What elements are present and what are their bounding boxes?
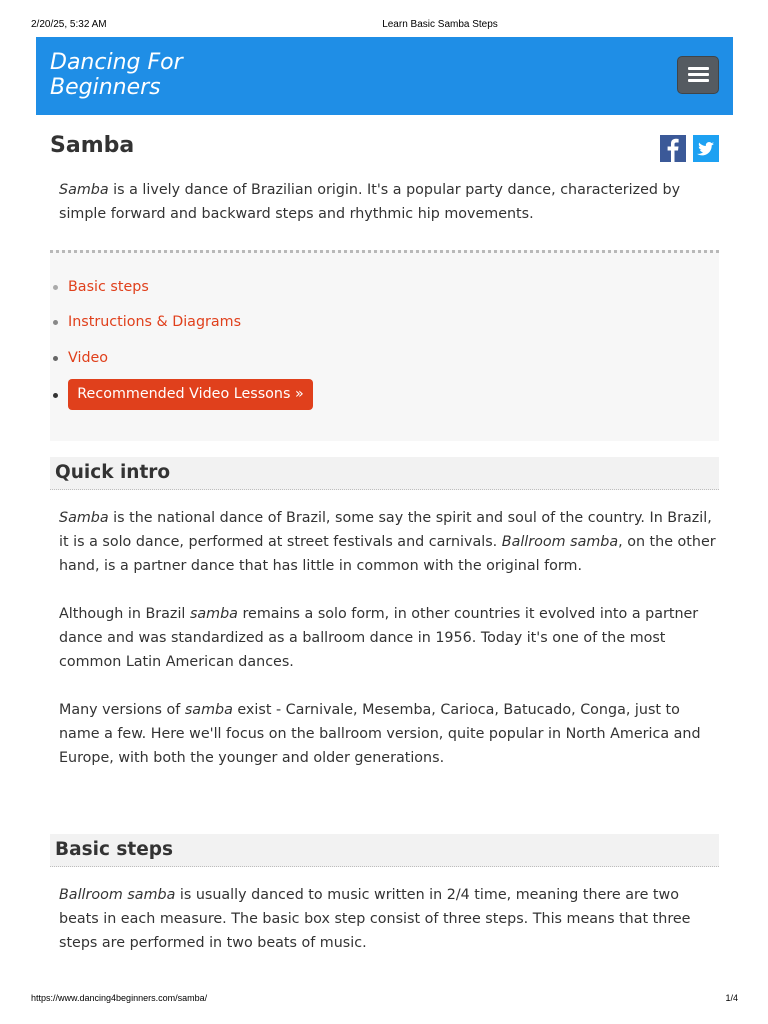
quick-intro-paragraph-2	[59, 602, 721, 675]
quick-intro-paragraph-3	[59, 698, 721, 771]
facebook-icon	[660, 135, 686, 162]
site-title-line1: Dancing For	[50, 50, 183, 75]
site-title-line2: Beginners	[50, 75, 161, 100]
print-page-title: Learn Basic Samba Steps	[382, 19, 498, 30]
toc-link-video[interactable]: Video	[68, 350, 109, 366]
intro-paragraph	[59, 178, 721, 226]
basic-steps-heading: Basic steps	[55, 839, 174, 860]
recommended-video-lessons-button[interactable]: Recommended Video Lessons »	[68, 379, 313, 410]
page-title: Samba	[50, 133, 135, 158]
bullet-icon	[53, 285, 58, 290]
quick-intro-heading: Quick intro	[55, 462, 171, 483]
toc-link-basic-steps[interactable]: Basic steps	[68, 279, 149, 295]
paragraph-text: exist - Carnivale, Mesemba, Carioca, Batucado, Conga, just to name a few. Here we'll focus on the ballroom version, quite popular in North America and Europe, with both the younger and older generations.	[59, 702, 701, 767]
bullet-icon	[53, 393, 58, 398]
emphasis: Ballroom samba	[501, 534, 619, 551]
bullet-icon	[53, 356, 58, 361]
print-page-number: 1/4	[725, 993, 738, 1003]
paragraph-text: is the national dance of Brazil, some say the spirit and soul of the country. In Brazil, it is a solo dance, performed at street festivals and carnivals.	[59, 510, 712, 551]
table-of-contents	[50, 250, 719, 441]
section-heading-basic-steps	[50, 834, 719, 867]
emphasis: Ballroom samba	[59, 887, 176, 903]
menu-button[interactable]	[677, 56, 719, 94]
toc-link-instructions[interactable]: Instructions & Diagrams	[68, 314, 242, 330]
print-footer	[0, 993, 768, 1007]
print-datetime: 2/20/25, 5:32 AM	[31, 19, 107, 30]
intro-em: Samba	[59, 182, 109, 198]
print-header	[0, 19, 768, 33]
paragraph-text: is usually danced to music written in 2/4 time, meaning there are two beats in each measure. The basic box step consist of three steps. This means that three steps are performed in two beats of music.	[59, 887, 691, 952]
intro-text: is a lively dance of Brazilian origin. It's a popular party dance, characterized by simple forward and backward steps and rhythmic hip movements.	[59, 182, 681, 223]
emphasis: samba	[184, 702, 233, 718]
bullet-icon	[53, 320, 58, 325]
site-title-link[interactable]	[50, 50, 350, 100]
facebook-share-button[interactable]	[660, 135, 686, 162]
paragraph-text: Although in Brazil	[59, 606, 190, 622]
twitter-share-button[interactable]	[693, 135, 719, 162]
emphasis: Samba	[59, 510, 109, 526]
print-url: https://www.dancing4beginners.com/samba/	[31, 993, 208, 1003]
basic-steps-paragraph-1	[59, 883, 721, 956]
paragraph-text: Many versions of	[59, 702, 185, 718]
paragraph-text: remains a solo form, in other countries it evolved into a partner dance and was standardized as a ballroom dance in 1956. Today it's one of the most common Latin American dances.	[59, 606, 699, 671]
paragraph-text: , on the other hand, is a partner dance that has little in common with the original form.	[59, 534, 716, 575]
twitter-icon	[693, 135, 719, 162]
section-heading-quick-intro	[50, 457, 719, 490]
quick-intro-paragraph-1	[59, 506, 721, 579]
site-header	[36, 37, 733, 115]
emphasis: samba	[189, 606, 238, 622]
